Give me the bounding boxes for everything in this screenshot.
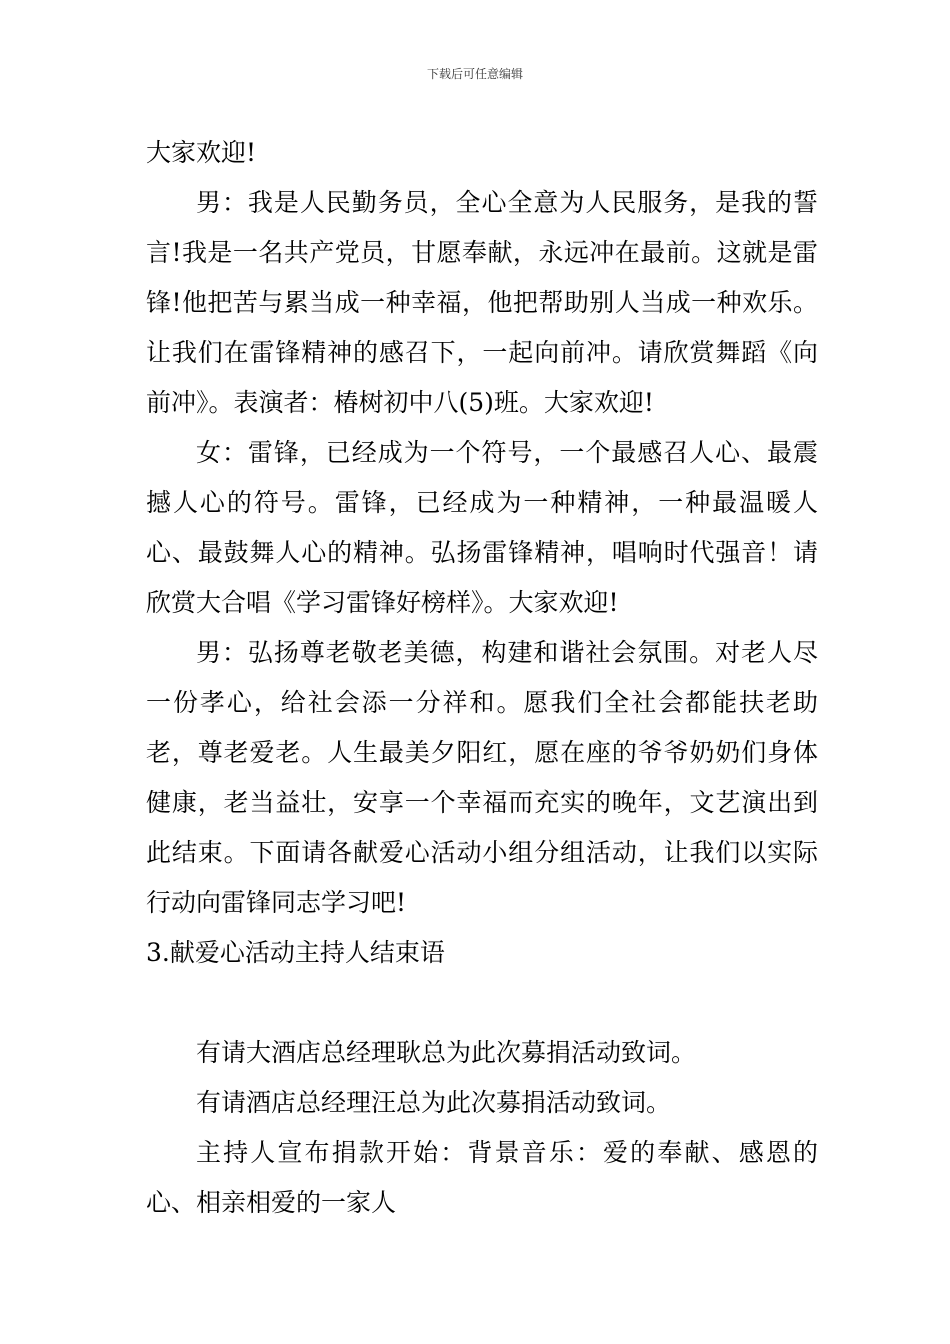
paragraph-invite-wang: 有请酒店总经理汪总为此次募捐活动致词。	[196, 1088, 672, 1117]
paragraph-invite-geng: 有请大酒店总经理耿总为此次募捐活动致词。	[196, 1038, 697, 1067]
paragraph-donation-start: 主持人宣布捐款开始：背景音乐：爱的奉献、感恩的心、相亲相爱的一家人	[146, 1138, 818, 1217]
paragraph-male-host-2: 男：弘扬尊老敬老美德，构建和谐社会氛围。对老人尽一份孝心，给社会添一分祥和。愿我们全社会都能扶老助老，尊老爱老。人生最美夕阳红，愿在座的爷爷奶奶们身体健康，老当益壮，安享一个幸福而充实的晚年，文艺演出到此结束。下面请各献爱心活动小组分组活动，让我们以实际行动向雷锋同志学习吧!	[146, 638, 818, 917]
blank-line	[146, 978, 818, 1028]
header-note: 下载后可任意编辑	[426, 67, 523, 81]
document-body	[146, 128, 818, 1228]
paragraph-female-host: 女：雷锋，已经成为一个符号，一个最感召人心、最震撼人心的符号。雷锋，已经成为一种精神，一种最温暖人心、最鼓舞人心的精神。弘扬雷锋精神，唱响时代强音！请欣赏大合唱《学习雷锋好榜样》。大家欢迎!	[146, 438, 818, 617]
paragraph-male-host-1: 男：我是人民勤务员，全心全意为人民服务，是我的誓言!我是一名共产党员，甘愿奉献，永远冲在最前。这就是雷锋!他把苦与累当成一种幸福，他把帮助别人当成一种欢乐。让我们在雷锋精神的感召下，一起向前冲。请欣赏舞蹈《向前冲》。表演者：椿树初中八(5)班。大家欢迎!	[146, 188, 818, 417]
paragraph-welcome: 大家欢迎!	[146, 138, 257, 167]
section-heading: 3.献爱心活动主持人结束语	[146, 938, 445, 967]
